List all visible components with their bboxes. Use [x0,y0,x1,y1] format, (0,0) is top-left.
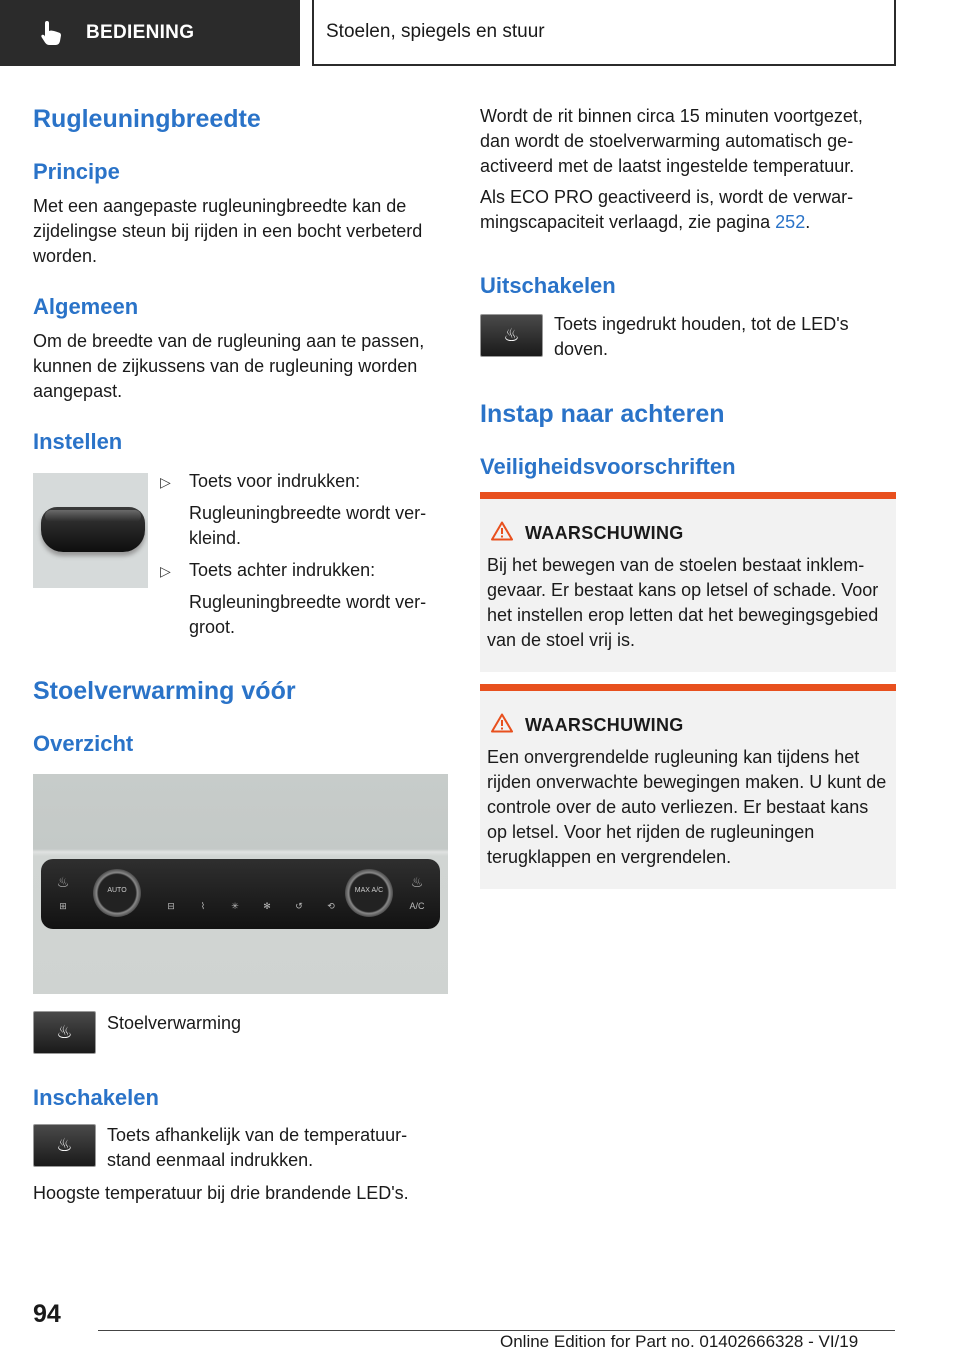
eco-text: Als ECO PRO geactiveerd is, wordt de verwarmingscapaciteit verlaagd, zie pagina 252. [480,187,854,232]
bullet-1-result: Rugleuningbreedte wordt verkleind. [189,503,427,548]
climate-control-panel-image [33,774,448,994]
seat-heating-right-icon: ♨ [410,874,424,890]
inschakelen-text: Toets afhankelijk van de temperatuurstand eenmaal indrukken. [107,1125,408,1170]
bullet-2-result: Rugleuningbreedte wordt vergroot. [189,592,427,637]
heading-overzicht: Overzicht [33,731,134,756]
rit-text: Wordt de rit binnen circa 15 minuten voortgezet, dan wordt de stoelverwarming automatisch geactiveerd met de laatst ingestelde temperatuur. [480,106,863,176]
airflow-icon: ✳ [231,901,239,911]
heading-principe: Principe [33,159,120,184]
control-panel [41,859,440,929]
warning-triangle-icon [491,521,513,541]
bullet-2-action: Toets achter indrukken: [189,560,376,580]
warning-box [480,684,896,889]
seat-heating-icon: ♨ [33,1124,96,1167]
fan-icon: ✻ [263,901,271,911]
heading-rugleuningbreedte: Rugleuningbreedte [33,105,261,133]
rear-defrost-icon: ⊞ [59,901,67,911]
warning-triangle-icon [491,713,513,733]
footer-edition: Online Edition for Part no. 01402666328 - VI/19 [500,1332,859,1351]
bullet-marker: ▷ [160,563,171,579]
page-link[interactable]: 252 [775,212,806,232]
backrest-width-button-image [33,473,148,588]
principe-text: Met een aangepaste rugleuningbreedte kan de zijdelingse steun bij rijden in een bocht verbeterd worden. [33,196,423,266]
chapter-title: Stoelen, spiegels en stuur [312,0,896,66]
hoogste-text: Hoogste temperatuur bij drie brandende LED's. [33,1183,409,1203]
heading-instap: Instap naar achteren [480,400,725,428]
section-label: BEDIENING [86,22,195,43]
warning-box [480,492,896,672]
heading-inschakelen: Inschakelen [33,1085,159,1110]
uitschakelen-text: Toets ingedrukt houden, tot de LED's doven. [554,314,849,359]
temperature-dial-left: AUTO [93,869,141,917]
hand-pointer-icon [40,20,62,46]
heading-instellen: Instellen [33,429,123,454]
warning-text: Bij het bewegen van de stoelen bestaat inklemgevaar. Er bestaat kans op letsel of schade. Voor het instellen erop letten dat het bewegingsgebied van de stoel vrij is. [487,555,879,650]
page-number: 94 [33,1300,61,1328]
heading-algemeen: Algemeen [33,294,139,319]
temperature-dial-right: MAX A/C [345,869,393,917]
page-header [0,0,960,66]
airflow-windshield-icon: ⌇ [200,901,206,911]
heading-uitschakelen: Uitschakelen [480,273,616,298]
ac-button-label: A/C [409,901,425,911]
defrost-icon: ⊟ [167,901,175,911]
footer-divider [98,1330,895,1331]
bullet-marker: ▷ [160,474,171,490]
section-tab [0,0,300,66]
recirculation-icon: ↺ [295,901,303,911]
stoelverwarming-label: Stoelverwarming [107,1013,242,1033]
seat-heating-icon: ♨ [33,1011,96,1054]
heading-veiligheid: Veiligheidsvoorschriften [480,454,736,479]
auto-recirculation-icon: ⟲ [327,901,335,911]
algemeen-text: Om de breedte van de rugleuning aan te passen, kunnen de zijkussens van de rugleuning worden aangepast. [33,331,425,401]
seat-heating-left-icon: ♨ [56,874,70,890]
warning-title: WAARSCHUWING [525,715,684,735]
warning-text: Een onvergrendelde rugleuning kan tijdens het rijden onverwachte bewegingen maken. U kunt de controle over de auto verliezen. Er bestaat kans op letsel. Voor het rijden de rugleuningen terugklappen en vergrendelen. [487,747,887,867]
warning-title: WAARSCHUWING [525,523,684,543]
rocker-switch [41,507,145,552]
bullet-1-action: Toets voor indrukken: [189,471,361,491]
seat-heating-icon: ♨ [480,314,543,357]
heading-stoelverwarming: Stoelverwarming vóór [33,677,296,705]
